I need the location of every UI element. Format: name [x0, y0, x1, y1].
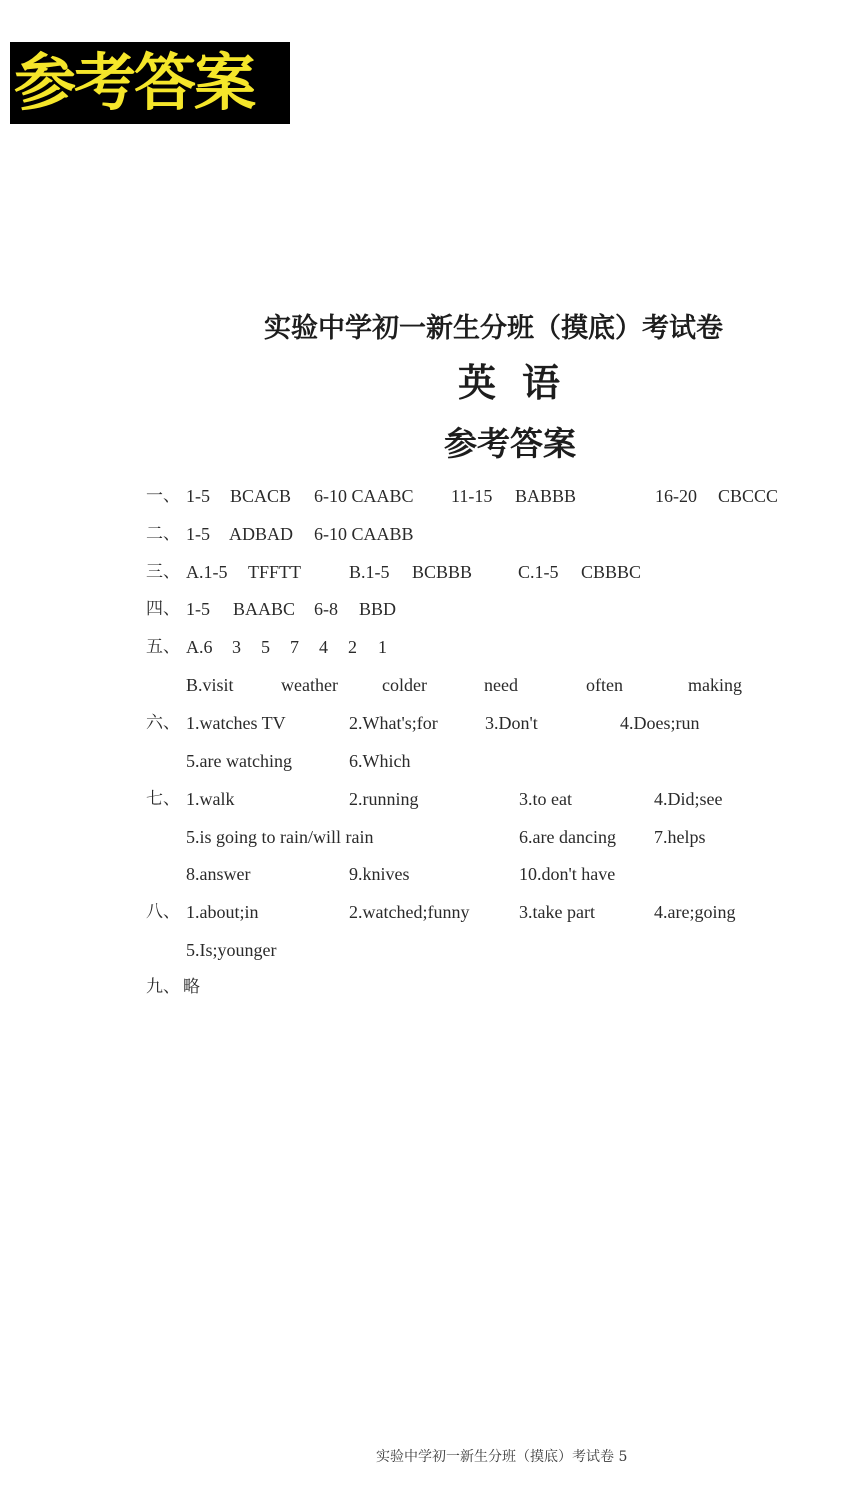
answer-item: weather: [281, 675, 338, 695]
answer-item: 略: [183, 977, 200, 997]
answer-item: 4.Did;see: [654, 789, 723, 809]
answer-item: need: [484, 675, 518, 695]
answer-item: ADBAD: [229, 524, 294, 544]
answer-item: 6-8: [314, 599, 338, 619]
answer-item: C.1-5: [518, 562, 559, 582]
banner-label: 参考答案: [14, 46, 255, 119]
section-number-7: 七、: [146, 789, 180, 809]
answer-item: 5.is going to rain/will rain: [186, 827, 374, 847]
answer-item: 4.are;going: [654, 902, 736, 922]
page-footer: 实验中学初一新生分班（摸底）考试卷 5: [376, 1449, 628, 1465]
answer-item: 16-20: [655, 486, 697, 506]
answer-heading: 参考答案: [444, 424, 576, 463]
answer-item: 1.about;in: [186, 902, 259, 922]
section-number-3: 三、: [146, 562, 180, 582]
section-number-1: 一、: [146, 486, 180, 506]
answer-item: 6.Which: [349, 751, 411, 771]
answer-item: TFFTT: [248, 562, 302, 582]
answer-item: CBCCC: [718, 486, 779, 506]
answer-item: A.6: [186, 637, 213, 657]
answer-item: BAABC: [233, 599, 296, 619]
answer-item: CBBBC: [581, 562, 642, 582]
answer-item: 1.watches TV: [186, 713, 286, 733]
exam-title: 实验中学初一新生分班（摸底）考试卷: [264, 313, 723, 344]
answer-item: 8.answer: [186, 864, 251, 884]
answer-item: 6-10 CAABB: [314, 524, 414, 544]
answer-item: making: [688, 675, 742, 695]
answer-item: 3: [232, 637, 241, 657]
answer-item: 10.don't have: [519, 864, 616, 884]
answer-item: 4: [319, 637, 328, 657]
answer-item: 11-15: [451, 486, 493, 506]
section-number-5: 五、: [146, 637, 180, 657]
answer-item: 2.What's;for: [349, 713, 438, 733]
answer-item: BBD: [359, 599, 397, 619]
answer-item: 5.are watching: [186, 751, 292, 771]
answer-item: 1-5: [186, 524, 210, 544]
answer-item: 1.walk: [186, 789, 235, 809]
answer-item: 1: [378, 637, 387, 657]
answer-item: 1-5: [186, 486, 210, 506]
answer-item: 1-5: [186, 599, 210, 619]
answer-item: 2.running: [349, 789, 419, 809]
answer-item: 6.are dancing: [519, 827, 616, 847]
answer-item: BABBB: [515, 486, 577, 506]
section-number-6: 六、: [146, 713, 180, 733]
answer-item: 2.watched;funny: [349, 902, 470, 922]
answer-item: 7.helps: [654, 827, 706, 847]
subject-title: 英语: [458, 361, 587, 405]
answer-item: 9.knives: [349, 864, 410, 884]
answer-item: A.1-5: [186, 562, 228, 582]
section-number-9: 九、: [146, 977, 180, 997]
answer-item: 3.to eat: [519, 789, 572, 809]
answer-item: often: [586, 675, 623, 695]
answer-item: 7: [290, 637, 299, 657]
answer-item: 5: [261, 637, 270, 657]
answer-item: 3.take part: [519, 902, 595, 922]
answer-banner: [10, 42, 290, 124]
section-number-4: 四、: [146, 599, 180, 619]
section-number-2: 二、: [146, 524, 180, 544]
answer-item: 4.Does;run: [620, 713, 700, 733]
answer-item: B.1-5: [349, 562, 390, 582]
answer-item: 5.Is;younger: [186, 940, 277, 960]
answer-item: 6-10 CAABC: [314, 486, 414, 506]
answer-item: B.visit: [186, 675, 234, 695]
answer-item: BCBBB: [412, 562, 473, 582]
answer-item: 3.Don't: [485, 713, 538, 733]
answer-item: colder: [382, 675, 427, 695]
answer-item: BCACB: [230, 486, 292, 506]
answer-item: 2: [348, 637, 357, 657]
section-number-8: 八、: [146, 902, 180, 922]
